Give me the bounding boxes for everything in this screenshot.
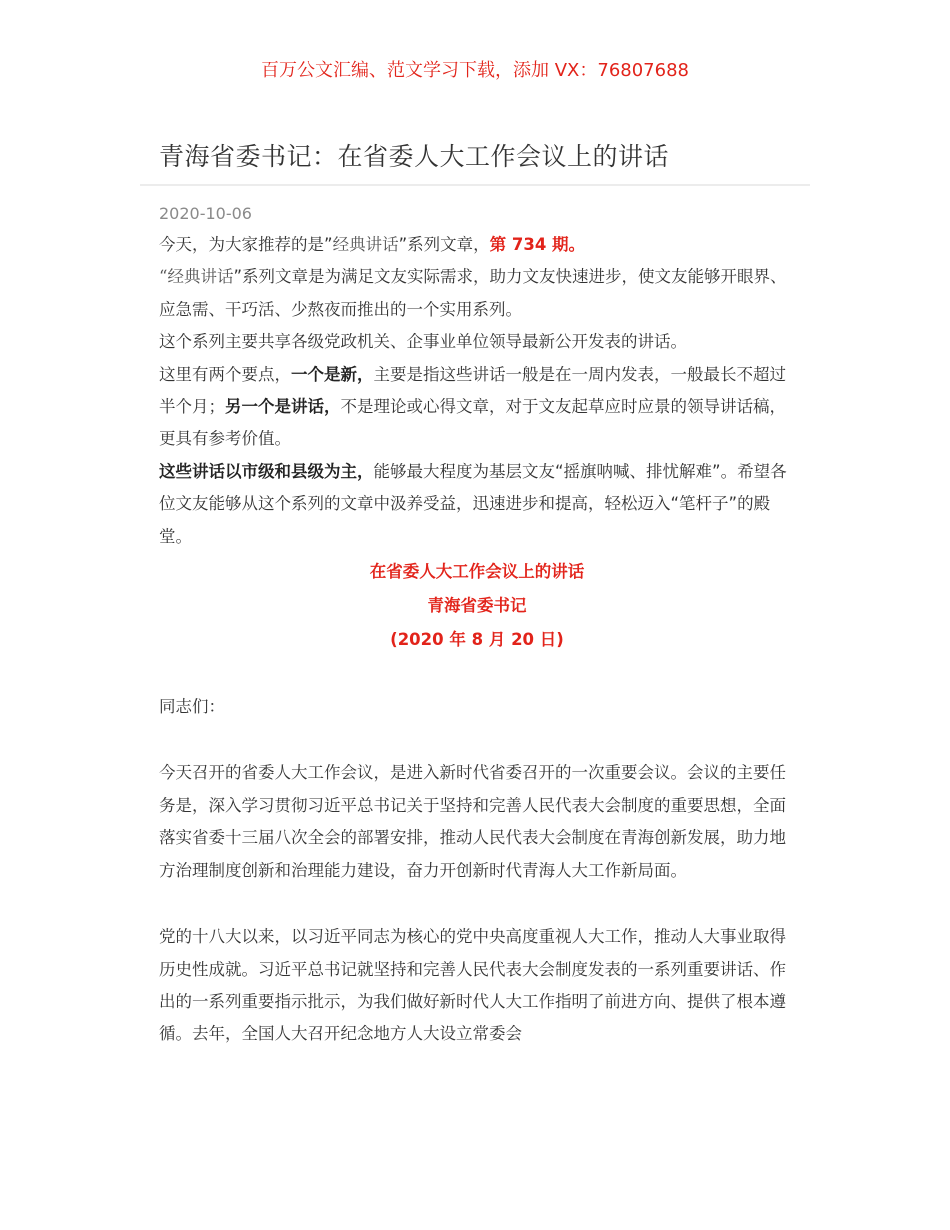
spacer [159,723,795,757]
series-name: 经典讲话 [167,267,234,287]
intro-paragraph-3: 这个系列主要共享各级党政机关、企事业单位领导最新公开发表的讲话。 [159,332,687,352]
intro-text: 不是理论或心得文章，对于文友起草应时应景的领导讲话稿，更具有参考价值。 [159,397,786,449]
key-point-2: 另一个是讲话， [225,397,341,417]
publish-date: 2020-10-06 [159,204,252,223]
intro-text: ”系列文章是为满足文友实际需求，助力文友快速进步，使文友能够开眼界、应急需、干巧活、少熬夜而推出的一个实用系列。 [159,267,787,319]
speech-speaker: 青海省委书记 [427,596,527,616]
intro-text: ”系列文章， [398,235,490,254]
series-name: 经典讲话 [332,235,399,254]
intro-paragraph-5 [159,456,795,553]
speech-title: 在省委人大工作会议上的讲话 [369,562,585,582]
intro-text: 主要是指这些讲话一般是在一周内发表，一般最长不超过半个月； [159,364,786,417]
intro-paragraph-4 [159,359,795,456]
intro-text: 这里有两个要点， [159,364,291,384]
focus-statement: 这些讲话以市级和县级为主， [159,461,374,481]
title-divider [140,184,810,186]
intro-text: 今天，为大家推荐的是” [159,235,333,254]
spacer [159,657,795,691]
spacer [159,887,795,921]
article-body [159,229,795,1051]
article-title: 青海省委书记：在省委人大工作会议上的讲话 [159,142,670,171]
speech-paragraph-1: 今天召开的省委人大工作会议，是进入新时代省委召开的一次重要会议。会议的主要任务是，深入学习贯彻习近平总书记关于坚持和完善人民代表大会制度的重要思想，全面落实省委十三届八次全会的部署安排，推动人民代表大会制度在青海创新发展，助力地方治理制度创新和治理能力建设，奋力开创新时代青海人大工作新局面。 [159,763,786,880]
promo-banner: 百万公文汇编、范文学习下载，添加 VX：76807688 [261,60,689,81]
key-point-1: 一个是新， [291,364,374,384]
issue-number: 第 734 期。 [489,235,586,254]
speech-paragraph-2: 党的十八大以来，以习近平同志为核心的党中央高度重视人大工作，推动人大事业取得历史性成就。习近平总书记就坚持和完善人民代表大会制度发表的一系列重要讲话、作出的一系列重要指示批示，为我们做好新时代人大工作指明了前进方向、提供了根本遵循。去年，全国人大召开纪念地方人大设立常委会 [159,927,786,1044]
salutation: 同志们： [159,697,225,717]
speech-date: (2020 年 8 月 20 日) [390,630,564,650]
intro-paragraph-1 [159,229,795,261]
intro-text: 能够最大程度为基层文友“摇旗呐喊、排忧解难”。希望各位文友能够从这个系列的文章中汲养受益，迅速进步和提高，轻松迈入“笔杆子”的殿堂。 [159,461,787,546]
quote-mark: “ [159,267,168,287]
intro-paragraph-2 [159,261,795,326]
